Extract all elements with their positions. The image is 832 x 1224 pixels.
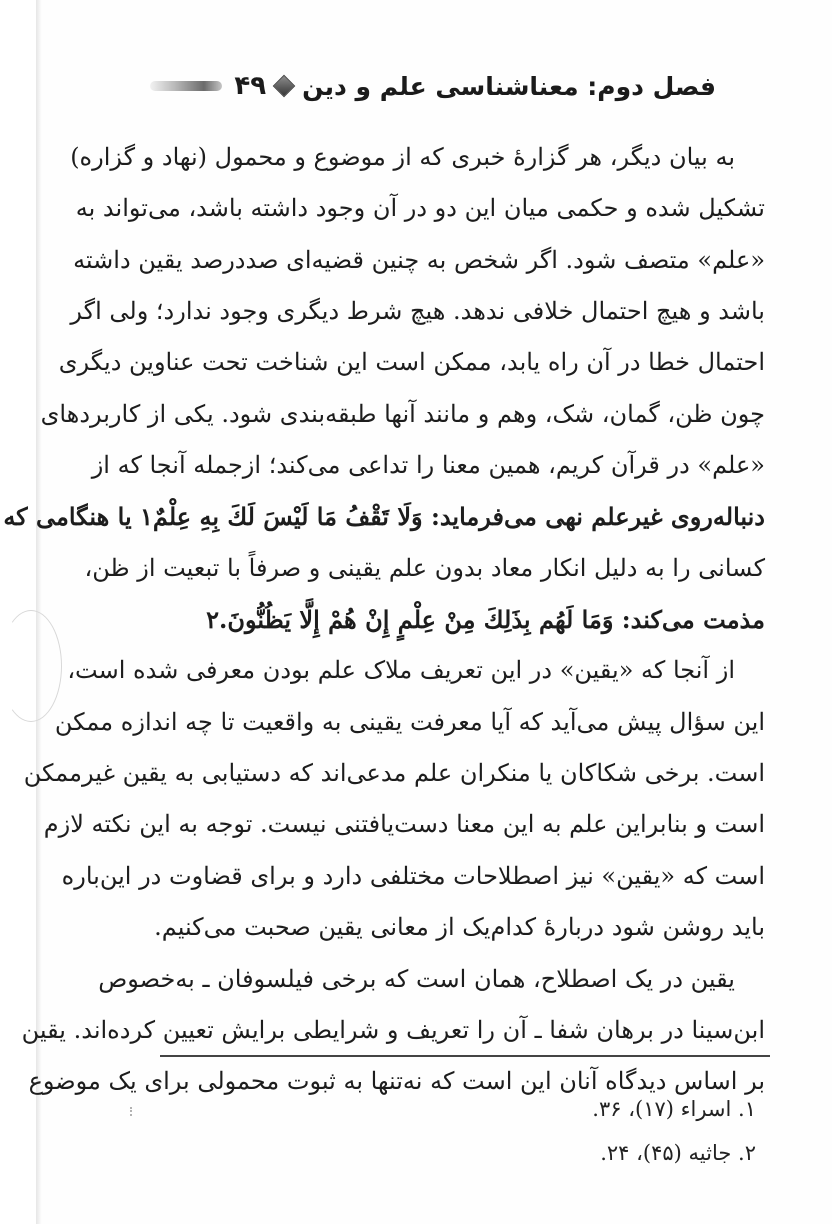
text-line: از آنجا که «یقین» در این تعریف ملاک علم بودن معرفی شده است، [67, 656, 735, 685]
chapter-title: فصل دوم: معناشناسی علم و دین [302, 71, 716, 101]
text-line: است. برخی شکاکان یا منکران علم مدعی‌اند که دستیابی به یقین غیرممکن [23, 759, 765, 788]
scan-speck [130, 1107, 137, 1116]
header-ornament-bar [150, 81, 222, 91]
text-line-with-verse: دنباله‌روی غیرعلم نهی می‌فرماید: وَلَا تَقْفُ مَا لَيْسَ لَكَ بِهِ عِلْمٌ۱ یا هنگامی که [3, 502, 765, 532]
text-line: است که «یقین» نیز اصطلاحات مختلفی دارد و برای قضاوت در این‌باره [61, 861, 765, 890]
footnote-2: ۲. جاثیه (۴۵)، ۲۴. [600, 1141, 756, 1165]
page-number: ۴۹ [234, 71, 267, 101]
text-line: چون ظن، گمان، شک، وهم و مانند آنها طبقه‌بندی شود. یکی از کاربردهای [40, 399, 765, 428]
text-line: ابن‌سینا در برهان شفا ـ آن را تعریف و شرایطی برایش تعیین کرده‌اند. یقین [21, 1015, 765, 1044]
text-line: باید روشن شود دربارهٔ کدام‌یک از معانی یقین صحبت می‌کنیم. [154, 913, 765, 942]
text-line: تشکیل شده و حکمی میان این دو در آن وجود داشته باشد، می‌تواند به [75, 194, 765, 223]
text-line: «علم» در قرآن کریم، همین معنا را تداعی می‌کند؛ ازجمله آنجا که از [91, 451, 765, 480]
text-line: این سؤال پیش می‌آید که آیا معرفت یقینی به واقعیت تا چه اندازه ممکن [54, 707, 765, 736]
book-page [3, 0, 832, 1224]
text-line: «علم» متصف شود. اگر شخص به چنین قضیه‌ای صددرصد یقین داشته [73, 245, 765, 274]
footnote-separator [160, 1055, 770, 1057]
text-line: به بیان دیگر، هر گزارهٔ خبری که از موضوع و محمول (نهاد و گزاره) [70, 143, 735, 171]
diamond-ornament-icon [273, 75, 296, 98]
text-line: بر اساس دیدگاه آنان این است که نه‌تنها به ثبوت محمولی برای یک موضوع [28, 1067, 765, 1096]
text-line: احتمال خطا در آن راه یابد، ممکن است این شناخت تحت عناوین دیگری [58, 348, 765, 377]
text-line-with-verse: مذمت می‌کند: وَمَا لَهُم بِذَلِكَ مِنْ عِلْمٍ إِنْ هُمْ إِلَّا يَظُنُّونَ.۲ [206, 605, 765, 635]
page-curvature-mark [0, 610, 62, 722]
text-line: کسانی را به دلیل انکار معاد بدون علم یقینی و صرفاً با تبعیت از ظن، [84, 553, 765, 582]
main-text [3, 132, 765, 1108]
text-line: است و بنابراین علم به این معنا دست‌یافتنی نیست. توجه به این نکته لازم [43, 810, 765, 839]
text-line: یقین در یک اصطلاح، همان است که برخی فیلسوفان ـ به‌خصوص [98, 964, 735, 993]
footnotes [156, 1087, 756, 1175]
footnote-1: ۱. اسراء (۱۷)، ۳۶. [592, 1097, 756, 1121]
running-header [106, 58, 716, 114]
text-line: باشد و هیچ احتمال خلافی ندهد. هیچ شرط دیگری وجود ندارد؛ ولی اگر [70, 297, 765, 326]
